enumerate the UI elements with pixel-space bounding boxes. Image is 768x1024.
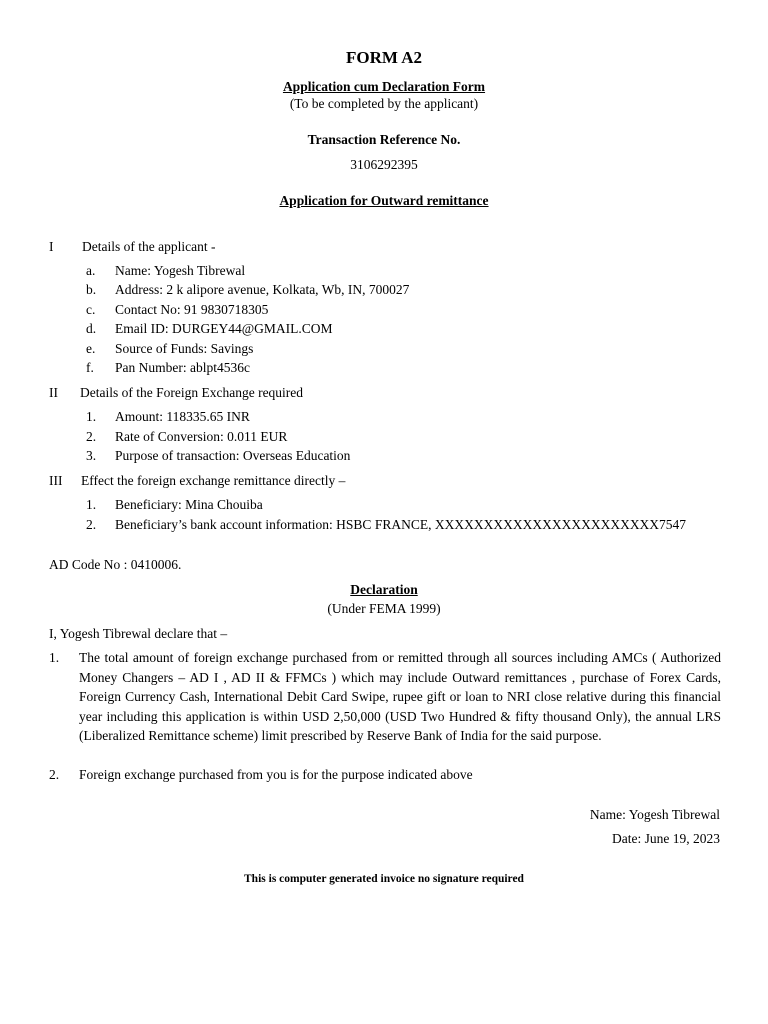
beneficiary-bank-info: Beneficiary’s bank account information: HSBC FRANCE, XXXXXXXXXXXXXXXXXXXXXXX7547 [115, 517, 687, 532]
section-2-number: II [49, 385, 58, 400]
form-title: FORM A2 [345, 48, 423, 67]
declaration-subtitle: (Under FEMA 1999) [327, 601, 441, 616]
list-marker: 1. [86, 409, 97, 424]
applicant-address: Address: 2 k alipore avenue, Kolkata, Wb, IN, 700027 [115, 282, 410, 297]
list-marker: 2. [49, 767, 60, 782]
declaration-intro: I, Yogesh Tibrewal declare that – [49, 626, 228, 641]
list-marker: f. [86, 360, 94, 375]
list-marker: 2. [86, 429, 97, 444]
section-3-heading: Effect the foreign exchange remittance directly – [81, 473, 346, 488]
form-instruction: (To be completed by the applicant) [289, 96, 479, 111]
applicant-contact: Contact No: 91 9830718305 [115, 302, 269, 317]
applicant-email: Email ID: DURGEY44@GMAIL.COM [115, 321, 333, 336]
ad-code: AD Code No : 0410006. [49, 557, 182, 572]
list-marker: 3. [86, 448, 97, 463]
footer-note: This is computer generated invoice no signature required [244, 873, 524, 885]
section-1-number: I [49, 239, 54, 254]
list-marker: b. [86, 282, 97, 297]
applicant-name: Name: Yogesh Tibrewal [115, 263, 246, 278]
list-marker: c. [86, 302, 96, 317]
declaration-point-2: Foreign exchange purchased from you is for the purpose indicated above [79, 767, 473, 782]
amount: Amount: 118335.65 INR [115, 409, 250, 424]
section-3-number: III [49, 473, 63, 488]
list-marker: d. [86, 321, 97, 336]
declaration-point-1: The total amount of foreign exchange purchased from or remitted through all sources including AMCs ( Authorized Money Changers – AD I , AD II & FFMCs ) which may include Outward remittances , purchase of Forex Cards, Foreign Currency Cash, International Debit Card Swipe, rupee gift or loan to NRI close relative during this financial year including this application is within USD 2,50,000 (USD Two Hundred & fifty thousand Only), the annual LRS (Liberalized Remittance scheme) limit prescribed by Reserve Bank of India for the said purpose. [79, 650, 721, 743]
application-title: Application for Outward remittance [279, 193, 489, 208]
form-subtitle: Application cum Declaration Form [282, 79, 486, 94]
list-marker: e. [86, 341, 96, 356]
list-marker: 2. [86, 517, 97, 532]
beneficiary-name: Beneficiary: Mina Chouiba [115, 497, 263, 512]
pan-number: Pan Number: ablpt4536c [115, 360, 250, 375]
list-marker: 1. [49, 650, 60, 665]
signoff-date: Date: June 19, 2023 [612, 831, 720, 846]
declaration-title: Declaration [350, 582, 418, 597]
transaction-ref-label: Transaction Reference No. [307, 132, 461, 147]
source-of-funds: Source of Funds: Savings [115, 341, 254, 356]
signoff-name: Name: Yogesh Tibrewal [589, 807, 720, 822]
section-2-heading: Details of the Foreign Exchange required [80, 385, 304, 400]
list-marker: a. [86, 263, 96, 278]
transaction-ref-number: 3106292395 [350, 157, 418, 172]
list-marker: 1. [86, 497, 97, 512]
purpose-of-transaction: Purpose of transaction: Overseas Education [115, 448, 351, 463]
section-1-heading: Details of the applicant - [82, 239, 216, 254]
rate-of-conversion: Rate of Conversion: 0.011 EUR [115, 429, 288, 444]
